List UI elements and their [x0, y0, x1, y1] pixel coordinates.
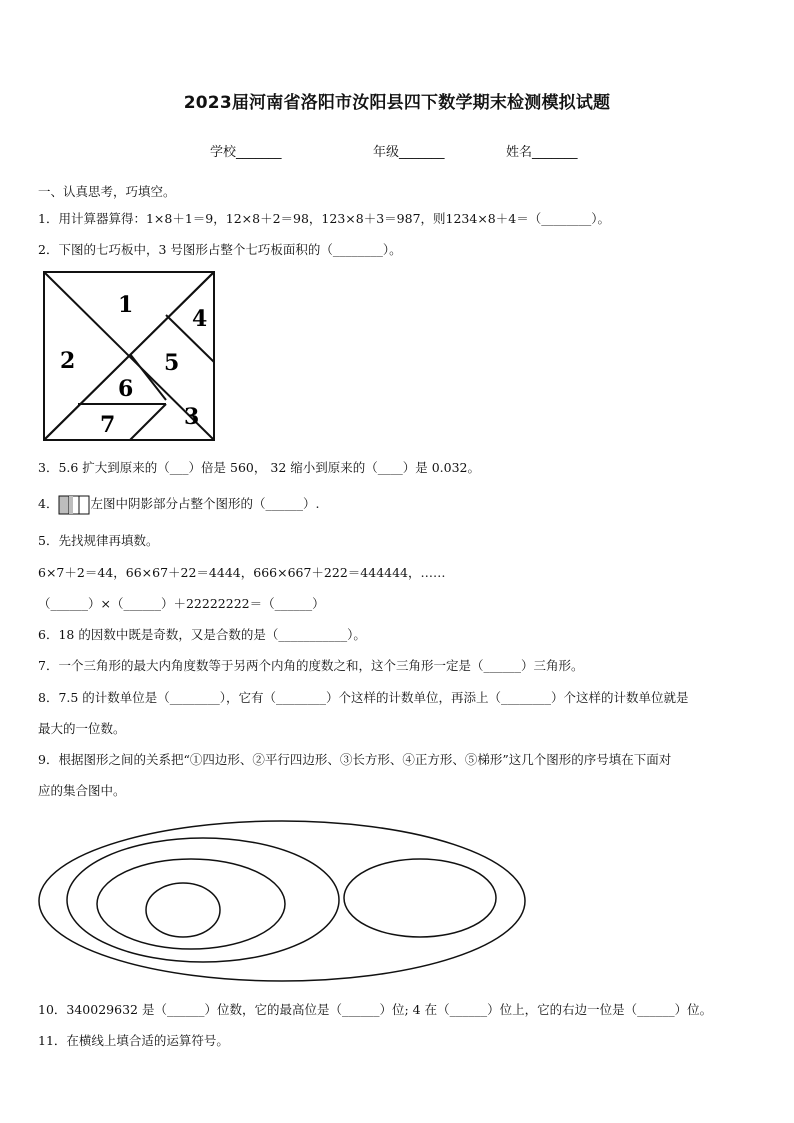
inner-set-ellipse — [146, 883, 220, 937]
third-set-ellipse — [97, 859, 285, 949]
name-field: 姓名_______ — [506, 145, 578, 160]
tangram-label-2: 2 — [60, 348, 76, 374]
question-10: 10．340029632 是（______）位数，它的最高位是（______）位; 4 在（______）位上，它的右边一位是（______）位。 — [38, 1002, 713, 1017]
tangram-label-4: 4 — [192, 306, 208, 332]
school-field: 学校_______ — [210, 145, 282, 160]
question-4 — [38, 494, 319, 515]
tangram-label-5: 5 — [164, 350, 180, 376]
question-4-number: 4． — [38, 496, 59, 511]
question-2: 2．下图的七巧板中，3 号图形占整个七巧板面积的（________）。 — [38, 242, 402, 257]
question-6: 6．18 的因数中既是奇数，又是合数的是（___________）。 — [38, 627, 366, 642]
question-7: 7．一个三角形的最大内角度数等于另两个内角的度数之和，这个三角形一定是（______）三角形。 — [38, 658, 584, 673]
question-5: 5．先找规律再填数。 — [38, 533, 159, 548]
question-8-continued: 最大的一位数。 — [38, 721, 126, 736]
question-11: 11．在横线上填合适的运算符号。 — [38, 1033, 229, 1048]
tangram-label-6: 6 — [118, 376, 134, 402]
tangram-label-1: 1 — [118, 292, 134, 318]
question-5-pattern: 6×7＋2＝44，66×67＋22＝4444，666×667＋222＝444444，…… — [38, 565, 446, 580]
question-9: 9．根据图形之间的关系把“①四边形、②平行四边形、③长方形、④正方形、⑤梯形”这几个图形的序号填在下面对 — [38, 752, 672, 767]
question-1: 1．用计算器算得：1×8＋1＝9，12×8＋2＝98，123×8＋3＝987，则1234×8＋4＝（________）。 — [38, 211, 610, 226]
separate-set-ellipse — [344, 859, 496, 937]
tangram-figure — [42, 270, 218, 443]
section-heading: 一、认真思考，巧填空。 — [38, 184, 176, 199]
outer-set-ellipse — [39, 821, 525, 981]
tangram-label-3: 3 — [184, 404, 200, 430]
question-3: 3．5.6 扩大到原来的（___）倍是 560， 32 缩小到原来的（____）是 0.032。 — [38, 460, 480, 475]
question-4-text: 左图中阴影部分占整个图形的（______）. — [90, 496, 320, 511]
page-title: 2023届河南省洛阳市汝阳县四下数学期末检测模拟试题 — [183, 93, 611, 113]
question-5-blanks: （______）×（______）＋22222222＝（______） — [38, 596, 325, 611]
set-diagram — [36, 818, 532, 984]
question-9-continued: 应的集合图中。 — [38, 783, 126, 798]
tangram-label-7: 7 — [100, 412, 116, 438]
second-set-ellipse — [67, 838, 339, 962]
question-8: 8．7.5 的计数单位是（________），它有（________）个这样的计数单位，再添上（________）个这样的计数单位就是 — [38, 690, 689, 705]
shaded-bar-figure — [58, 495, 90, 515]
grade-field: 年级_______ — [373, 145, 445, 160]
